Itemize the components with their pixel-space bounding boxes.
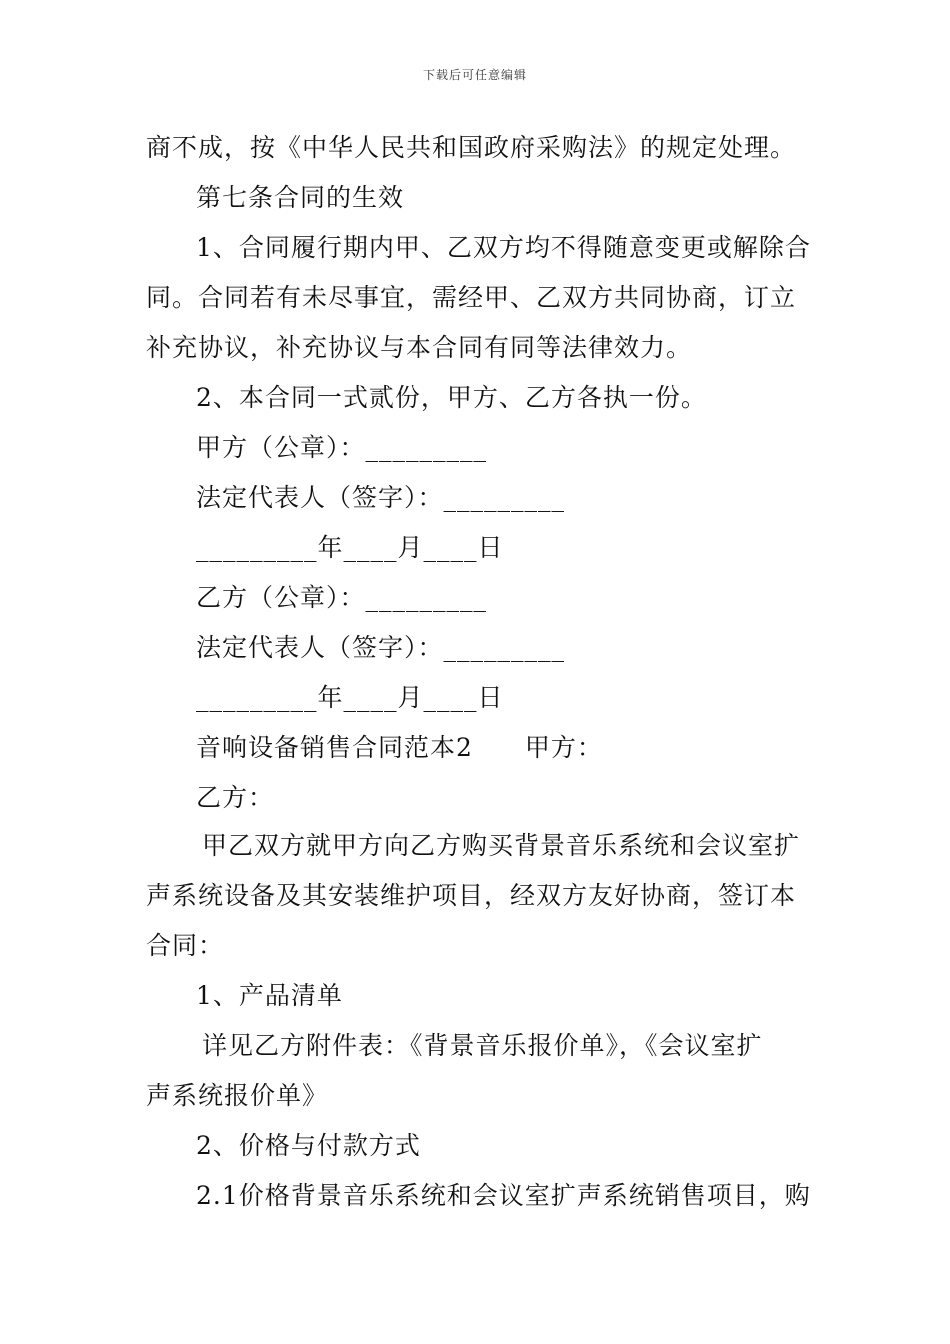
text-line: 同。合同若有未尽事宜，需经甲、乙双方共同协商，订立 [146, 283, 797, 312]
text-line: 详见乙方附件表：《背景音乐报价单》，《会议室扩 [202, 1031, 763, 1060]
party-a-representative-line: 法定代表人（签字）：_________ [196, 483, 566, 512]
header-note: 下载后可任意编辑 [422, 68, 527, 82]
party-b-representative-line: 法定代表人（签字）：_________ [196, 633, 566, 662]
text-line: 合同： [146, 931, 225, 960]
party-a-seal-line: 甲方（公章）：_________ [196, 433, 488, 462]
text-line: 2.1价格背景音乐系统和会议室扩声系统销售项目，购 [196, 1181, 811, 1210]
section-heading: 2、价格与付款方式 [196, 1131, 421, 1160]
text-line: 商不成，按《中华人民共和国政府采购法》的规定处理。 [146, 133, 797, 162]
contract-title-line: 音响设备销售合同范本2 甲方： [196, 733, 603, 762]
text-line: 声系统设备及其安装维护项目，经双方友好协商，签订本 [146, 881, 797, 910]
party-a-date-line: _________年____月____日 [196, 533, 504, 562]
party-b-line: 乙方： [196, 783, 275, 812]
party-b-date-line: _________年____月____日 [196, 683, 504, 712]
section-heading: 第七条合同的生效 [196, 183, 405, 212]
text-line: 甲乙双方就甲方向乙方购买背景音乐系统和会议室扩 [202, 831, 801, 860]
party-b-seal-line: 乙方（公章）：_________ [196, 583, 488, 612]
section-heading: 1、产品清单 [196, 981, 343, 1010]
text-line: 2、本合同一式贰份，甲方、乙方各执一份。 [196, 383, 707, 412]
text-line: 1、合同履行期内甲、乙双方均不得随意变更或解除合 [196, 233, 811, 262]
text-line: 声系统报价单》 [146, 1081, 329, 1110]
text-line: 补充协议，补充协议与本合同有同等法律效力。 [146, 333, 693, 362]
